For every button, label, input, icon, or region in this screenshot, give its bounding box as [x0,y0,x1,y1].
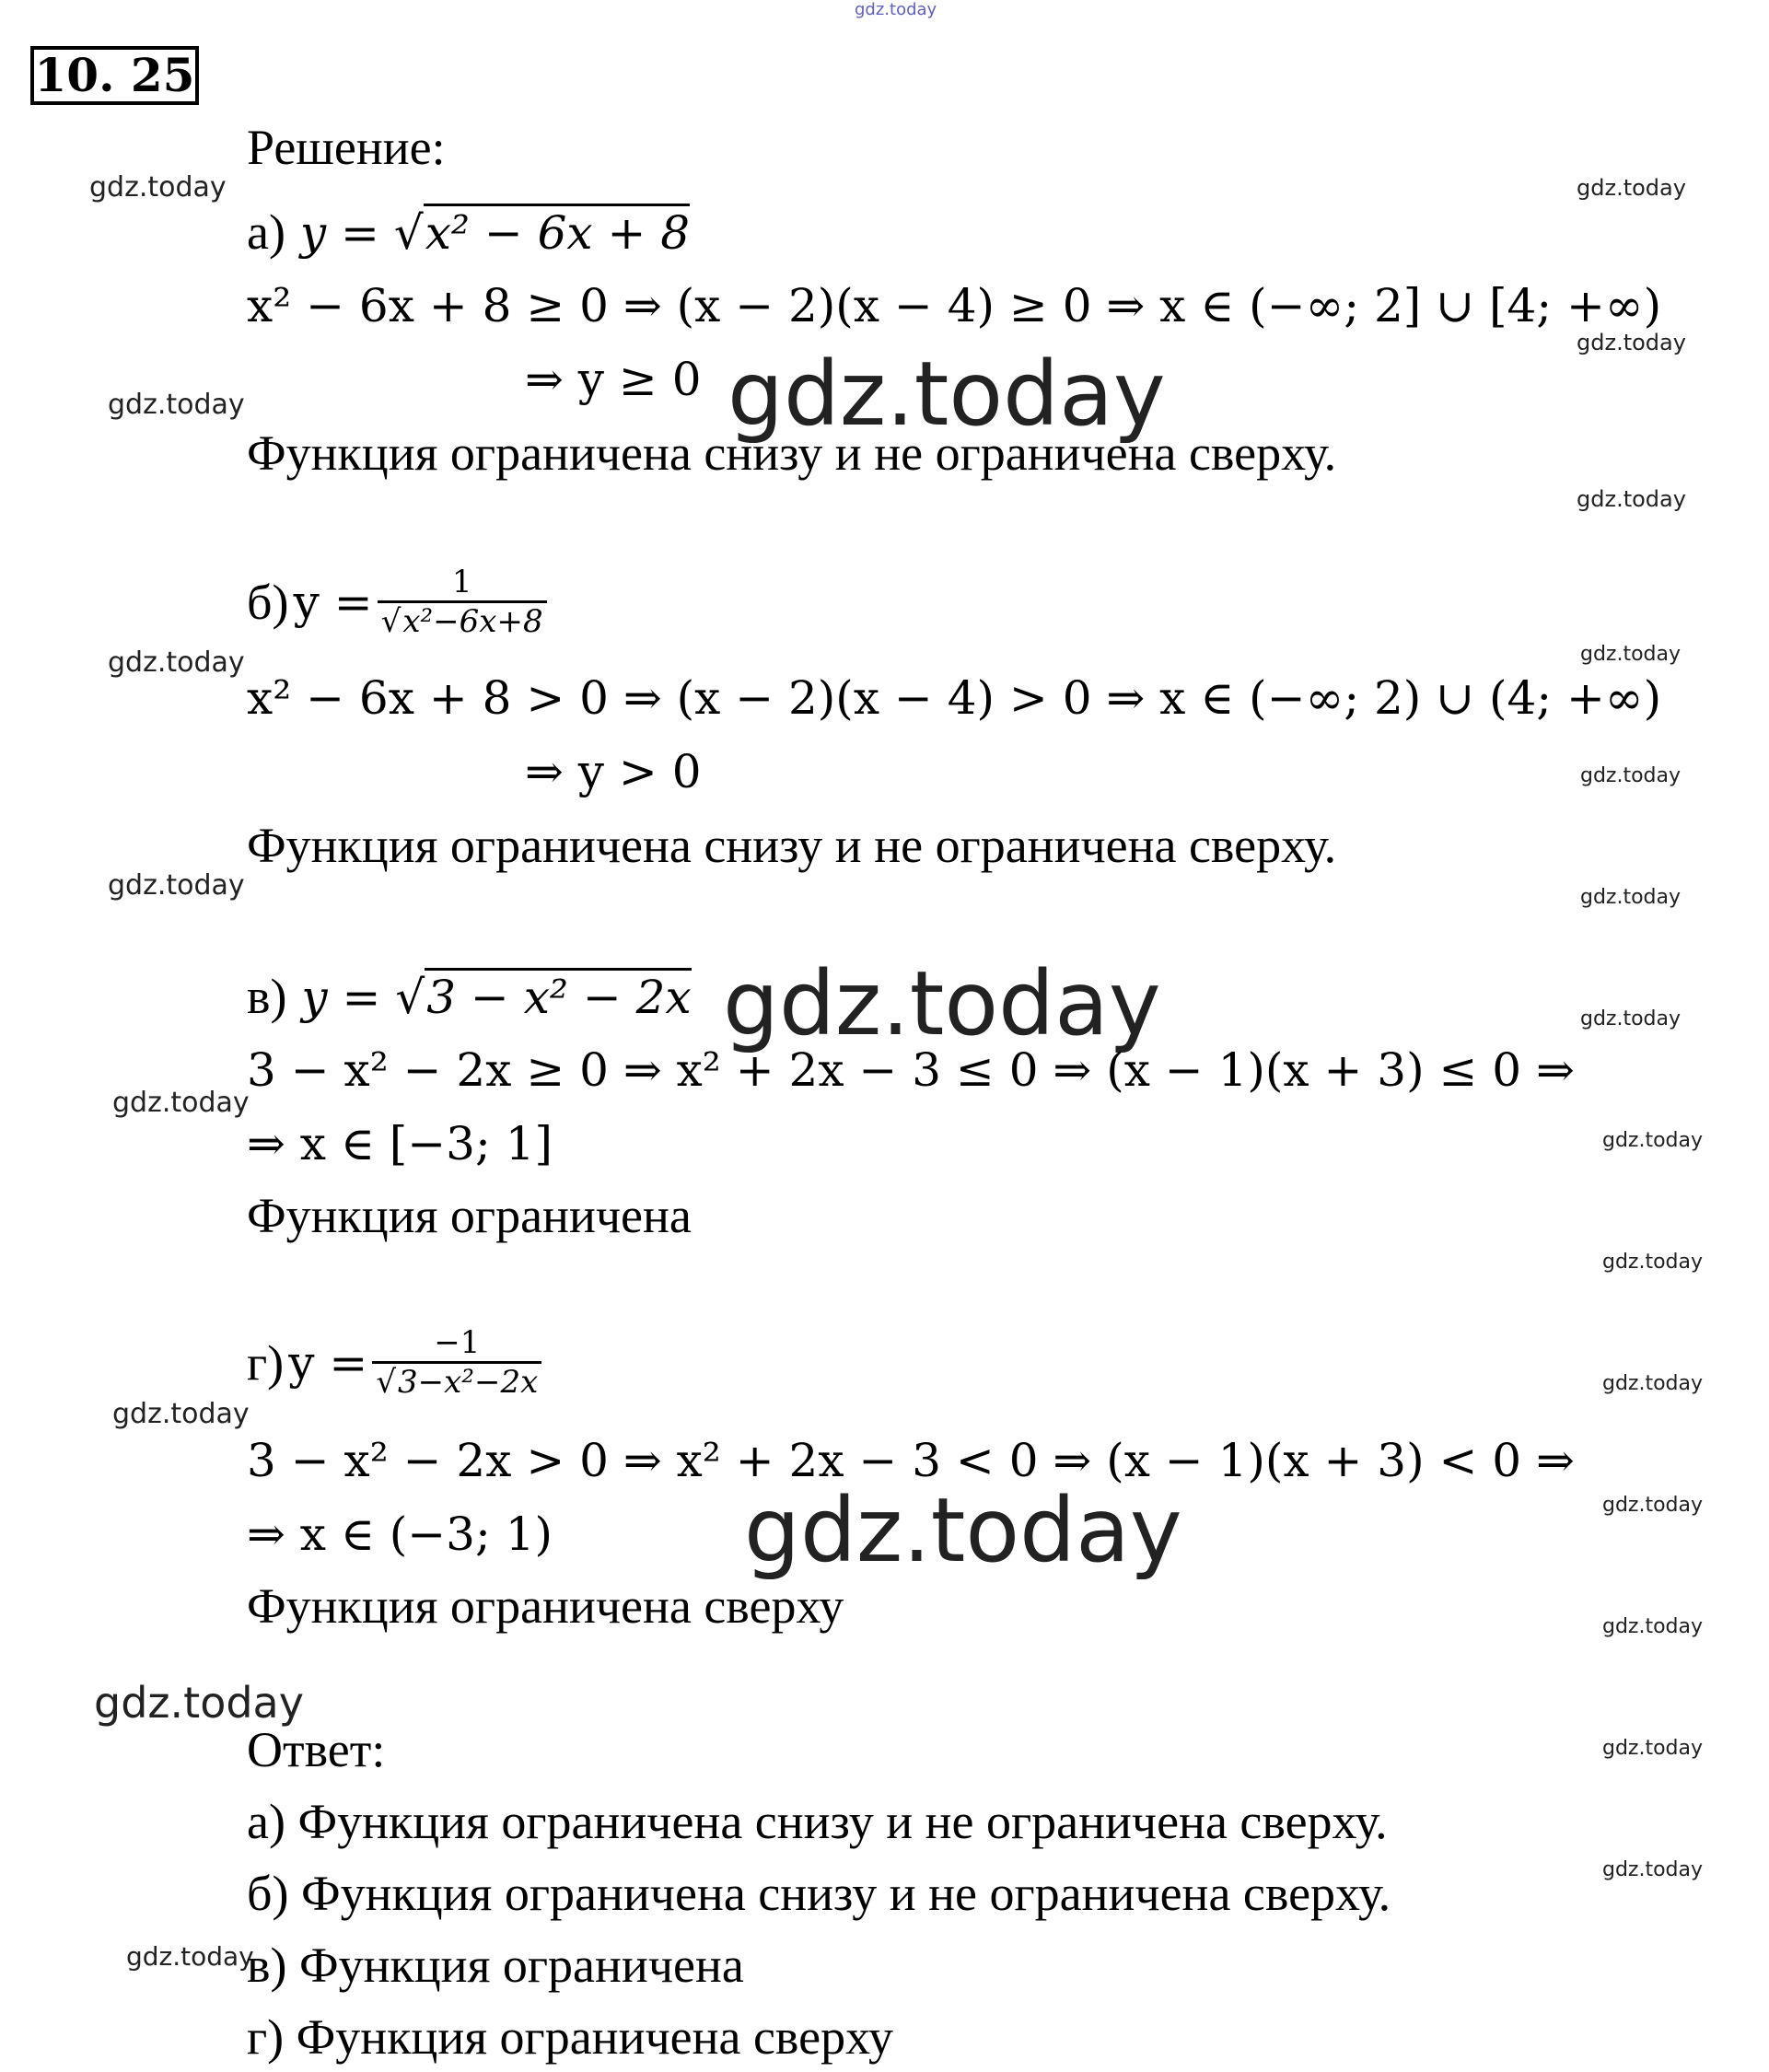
part-v-radicand: 3 − x² − 2x [425,968,691,1024]
part-a-conclusion: Функция ограничена снизу и не ограничена сверху. [247,425,1337,481]
part-a-line2: ⇒ y ≥ 0 [525,353,702,406]
sqrt-sign: √ [395,971,425,1024]
part-g-denominator: 3−x²−2x [396,1361,538,1401]
watermark-1: gdz.today [89,171,227,204]
part-v-formula [247,969,692,1025]
sqrt-sign: √ [393,206,424,260]
part-b-lhs: y = [293,575,373,629]
part-v-line1: 3 − x² − 2x ≥ 0 ⇒ x² + 2x − 3 ≤ 0 ⇒ (x − 1)(x + 3) ≤ 0 ⇒ [247,1043,1575,1097]
watermark-big-1: gdz.today [727,343,1166,446]
answer-label: Ответ: [247,1722,386,1777]
part-a-label: а) [247,204,285,260]
watermark-8: gdz.today [1580,764,1682,787]
answer-item-v: в) Функция ограничена [247,1938,744,1993]
watermark-19: gdz.today [94,1678,304,1728]
part-v-label: в) [247,969,287,1024]
watermark-13: gdz.today [1602,1129,1704,1152]
part-g-numerator: −1 [434,1324,481,1361]
watermark-14: gdz.today [1602,1251,1704,1274]
part-b-denominator: x²−6x+8 [401,600,542,640]
header-watermark: gdz.today [855,0,937,19]
sqrt-sign: √ [376,1364,397,1401]
watermark-15: gdz.today [1602,1372,1704,1395]
part-g-conclusion: Функция ограничена сверху [247,1578,844,1634]
watermark-21: gdz.today [1602,1858,1704,1881]
watermark-20: gdz.today [1602,1737,1704,1760]
watermark-6: gdz.today [1580,643,1682,666]
part-v-conclusion: Функция ограничена [247,1188,692,1243]
part-b-conclusion: Функция ограничена снизу и не ограничена сверху. [247,818,1337,873]
part-a-line1: x² − 6x + 8 ≥ 0 ⇒ (x − 2)(x − 4) ≥ 0 ⇒ x ∈ (−∞; 2] ∪ [4; +∞) [247,279,1662,332]
part-a-radicand: x² − 6x + 8 [424,204,690,260]
watermark-22: gdz.today [126,1941,254,1972]
part-b-formula [247,564,547,640]
watermark-10: gdz.today [1580,886,1682,909]
part-g-line1: 3 − x² − 2x > 0 ⇒ x² + 2x − 3 < 0 ⇒ (x − 1)(x + 3) < 0 ⇒ [247,1434,1575,1487]
part-a-lhs: y = [299,206,379,260]
part-b-line1: x² − 6x + 8 > 0 ⇒ (x − 2)(x − 4) > 0 ⇒ x ∈ (−∞; 2) ∪ (4; +∞) [247,671,1662,725]
part-b-label: б) [247,574,289,630]
watermark-18: gdz.today [1602,1615,1704,1638]
part-v-lhs: y = [301,971,381,1024]
part-g-line2: ⇒ x ∈ (−3; 1) [247,1507,553,1561]
part-g-fraction [372,1324,541,1401]
watermark-4: gdz.today [108,389,245,421]
watermark-9: gdz.today [108,869,245,902]
watermark-7: gdz.today [108,646,245,679]
part-g-formula [247,1324,541,1401]
solution-label: Решение: [247,120,446,175]
watermark-big-3: gdz.today [744,1479,1182,1582]
part-g-label: г) [247,1334,285,1391]
part-a-formula [247,204,690,261]
answer-item-g: г) Функция ограничена сверху [247,2009,894,2065]
problem-number: 10. 25 [30,46,199,105]
watermark-12: gdz.today [112,1087,250,1119]
part-b-line2: ⇒ y > 0 [525,745,702,798]
watermark-3: gdz.today [1577,330,1686,355]
part-v-line2: ⇒ x ∈ [−3; 1] [247,1117,553,1170]
answer-item-b: б) Функция ограничена снизу и не ограничена сверху. [247,1866,1391,1921]
watermark-big-2: gdz.today [723,952,1161,1055]
part-b-numerator: 1 [451,564,472,600]
watermark-5: gdz.today [1577,486,1686,512]
part-b-fraction [378,564,547,640]
watermark-16: gdz.today [112,1398,250,1430]
watermark-17: gdz.today [1602,1494,1704,1517]
watermark-11: gdz.today [1580,1007,1682,1030]
part-g-lhs: y = [288,1335,368,1390]
watermark-2: gdz.today [1577,175,1686,201]
answer-item-a: а) Функция ограничена снизу и не ограничена сверху. [247,1794,1388,1849]
sqrt-sign: √ [380,603,402,640]
